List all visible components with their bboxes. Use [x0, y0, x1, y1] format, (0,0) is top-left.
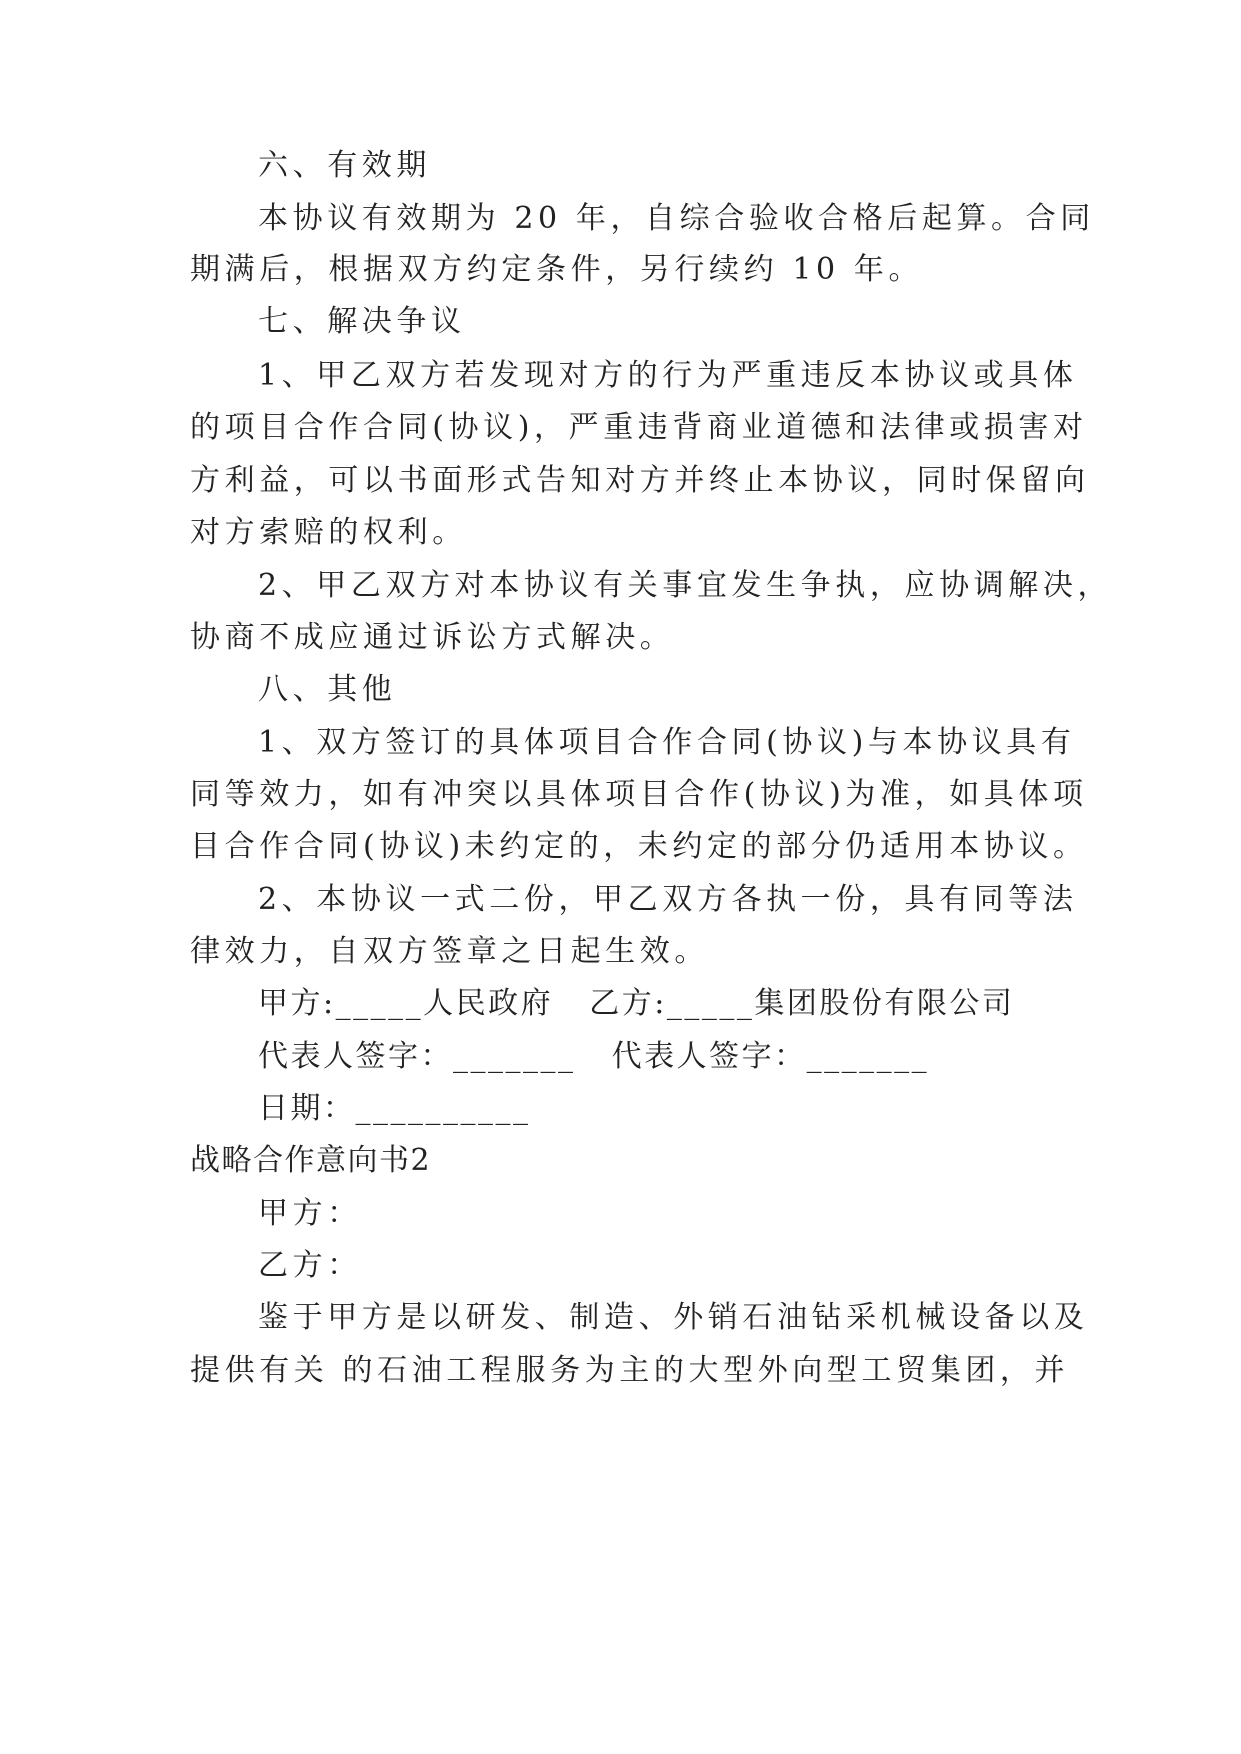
section-8-item-1-line-3: 目合作合同(协议)未约定的，未约定的部分仍适用本协议。: [190, 829, 1088, 864]
section-6-heading: 六、有效期: [258, 148, 431, 183]
doc2-intro-line-2: 提供有关 的石油工程服务为主的大型外向型工贸集团，并: [190, 1353, 1070, 1388]
section-8-item-1-line-1: 1、双方签订的具体项目合作合同(协议)与本协议具有: [258, 725, 1076, 760]
signature-parties: 甲方:_____人民政府 乙方:_____集团股份有限公司: [258, 986, 1015, 1021]
section-6-body-line-2: 期满后，根据双方约定条件，另行续约 10 年。: [190, 252, 924, 287]
section-7-item-2-line-2: 协商不成应通过诉讼方式解决。: [190, 620, 675, 655]
section-6-body-line-1: 本协议有效期为 20 年，自综合验收合格后起算。合同: [258, 201, 1095, 236]
section-7-heading: 七、解决争议: [258, 304, 466, 339]
doc2-party-b: 乙方：: [258, 1248, 362, 1283]
section-8-item-2-line-1: 2、本协议一式二份，甲乙双方各执一份，具有同等法: [258, 882, 1078, 917]
section-8-item-1-line-2: 同等效力，如有冲突以具体项目合作(协议)为准，如具体项: [190, 777, 1088, 812]
section-7-item-1-line-3: 方利益，可以书面形式告知对方并终止本协议，同时保留向: [190, 463, 1090, 498]
section-8-heading: 八、其他: [258, 672, 397, 707]
doc2-intro-line-1: 鉴于甲方是以研发、制造、外销石油钻采机械设备以及: [258, 1300, 1089, 1335]
doc2-party-a: 甲方：: [258, 1196, 362, 1231]
doc2-title: 战略合作意向书2: [190, 1143, 432, 1178]
section-8-item-2-line-2: 律效力，自双方签章之日起生效。: [190, 934, 709, 969]
section-7-item-2-line-1: 2、甲乙双方对本协议有关事宜发生争执，应协调解决，: [258, 568, 1113, 603]
section-7-item-1-line-4: 对方索赔的权利。: [190, 515, 467, 550]
section-7-item-1-line-1: 1、甲乙双方若发现对方的行为严重违反本协议或具体: [258, 358, 1078, 393]
signature-representatives: 代表人签字：_______ 代表人签字：_______: [258, 1039, 930, 1074]
section-7-item-1-line-2: 的项目合作合同(协议)，严重违背商业道德和法律或损害对: [190, 410, 1088, 445]
signature-date: 日期：__________: [258, 1091, 531, 1126]
